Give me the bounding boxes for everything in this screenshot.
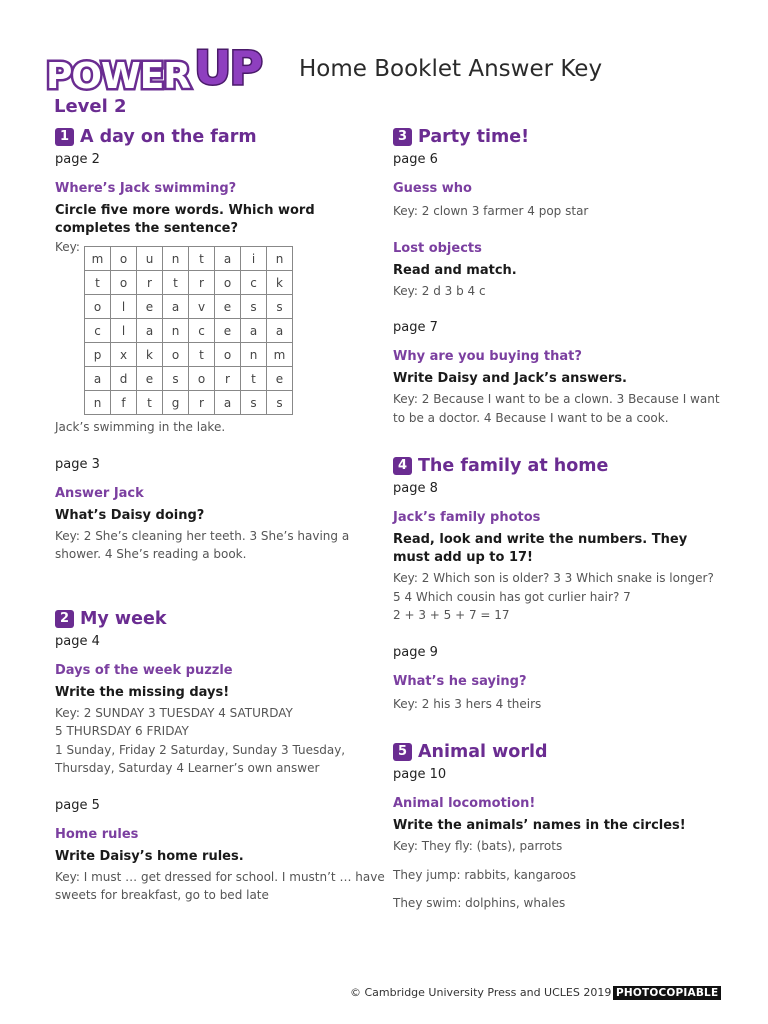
wordsearch-cell: d — [111, 367, 137, 391]
section-title: My week — [80, 608, 167, 629]
wordsearch-cell: o — [111, 247, 137, 271]
answer-key: Key: 2 Because I want to be a clown. 3 Because I want to be a doctor. 4 Because I want to be a cook. — [393, 392, 720, 425]
answer-text: Jack’s swimming in the lake. — [55, 420, 226, 434]
wordsearch-cell: o — [163, 343, 189, 367]
wordsearch-cell: m — [85, 247, 111, 271]
page-label: page 2 — [55, 152, 100, 167]
wordsearch-cell: l — [111, 295, 137, 319]
section-title: The family at home — [418, 456, 609, 476]
wordsearch-cell: t — [163, 271, 189, 295]
svg-text:UP: UP — [194, 41, 262, 95]
wordsearch-cell: n — [163, 247, 189, 271]
activity-instruction: Write the missing days! — [55, 684, 230, 700]
wordsearch-cell: a — [163, 295, 189, 319]
section-5-header — [393, 741, 723, 763]
wordsearch-cell: c — [85, 319, 111, 343]
wordsearch-cell: t — [241, 367, 267, 391]
activity-title: What’s he saying? — [393, 673, 527, 689]
wordsearch-row — [85, 271, 293, 295]
wordsearch-row — [85, 367, 293, 391]
activity-title: Lost objects — [393, 240, 482, 256]
page-title: Home Booklet Answer Key — [299, 56, 603, 82]
wordsearch-cell: n — [241, 343, 267, 367]
activity-instruction: What’s Daisy doing? — [55, 507, 205, 523]
activity-title: Jack’s family photos — [393, 510, 541, 525]
section-title: Animal world — [418, 742, 548, 762]
section-number-badge: 5 — [393, 743, 412, 761]
section-number-badge: 4 — [393, 457, 412, 475]
wordsearch-row — [85, 391, 293, 415]
activity-instruction: Read, look and write the numbers. They must add up to 17! — [393, 532, 688, 565]
section-title: Party time! — [418, 127, 530, 147]
section-3-header — [393, 126, 723, 148]
wordsearch-cell: t — [189, 343, 215, 367]
activity-title: Home rules — [55, 826, 139, 842]
answer-key: Key: 2 clown 3 farmer 4 pop star — [393, 204, 589, 218]
answer-key: Key: 2 his 3 hers 4 theirs — [393, 696, 542, 711]
wordsearch-cell: r — [189, 391, 215, 415]
wordsearch-cell: s — [267, 391, 293, 415]
section-4-header — [393, 455, 723, 477]
copyright-text: © Cambridge University Press and UCLES 2019 — [350, 986, 612, 999]
answer-sum: 2 + 3 + 5 + 7 = 17 — [393, 608, 510, 622]
photocopiable-badge: PHOTOCOPIABLE — [613, 986, 721, 1000]
wordsearch-cell: t — [137, 391, 163, 415]
activity-title: Guess who — [393, 181, 472, 196]
answer-key: 5 THURSDAY 6 FRIDAY — [55, 724, 189, 738]
activity-instruction: Write Daisy and Jack’s answers. — [393, 371, 627, 386]
wordsearch-cell: e — [137, 367, 163, 391]
wordsearch-cell: t — [85, 271, 111, 295]
page-label: page 6 — [393, 152, 438, 167]
section-number-badge: 2 — [55, 610, 74, 628]
wordsearch-cell: a — [137, 319, 163, 343]
wordsearch-row — [85, 319, 293, 343]
wordsearch-cell: u — [137, 247, 163, 271]
wordsearch-cell: s — [267, 295, 293, 319]
svg-text:POWER: POWER — [46, 56, 191, 97]
page-label: page 8 — [393, 481, 438, 496]
wordsearch-row — [85, 343, 293, 367]
activity-instruction: Circle five more words. Which word completes the sentence? — [55, 203, 315, 236]
wordsearch-cell: o — [85, 295, 111, 319]
answer-key: Key: 2 SUNDAY 3 TUESDAY 4 SATURDAY — [55, 705, 293, 720]
left-column — [55, 126, 385, 905]
wordsearch-cell: f — [111, 391, 137, 415]
wordsearch-cell: m — [267, 343, 293, 367]
wordsearch-cell: n — [163, 319, 189, 343]
wordsearch-row — [85, 295, 293, 319]
wordsearch-cell: e — [215, 295, 241, 319]
activity-title: Days of the week puzzle — [55, 662, 233, 678]
wordsearch-cell: a — [267, 319, 293, 343]
wordsearch-cell: r — [189, 271, 215, 295]
page-label: page 5 — [55, 797, 100, 813]
wordsearch-cell: c — [189, 319, 215, 343]
page-label: page 4 — [55, 633, 100, 649]
key-label: Key: — [55, 240, 80, 254]
wordsearch-row — [85, 247, 293, 271]
answer-key: 1 Sunday, Friday 2 Saturday, Sunday 3 Tuesday, Thursday, Saturday 4 Learner’s own answer — [55, 742, 346, 775]
wordsearch-cell: k — [267, 271, 293, 295]
activity-title: Answer Jack — [55, 485, 144, 501]
section-1-header — [55, 126, 385, 148]
wordsearch-cell: e — [215, 319, 241, 343]
wordsearch-cell: e — [267, 367, 293, 391]
wordsearch-cell: p — [85, 343, 111, 367]
wordsearch-cell: a — [215, 391, 241, 415]
activity-title: Why are you buying that? — [393, 349, 582, 364]
answer-key: They jump: rabbits, kangaroos — [393, 867, 577, 882]
section-number-badge: 3 — [393, 128, 412, 146]
wordsearch-cell: s — [163, 367, 189, 391]
answer-key: Key: 2 Which son is older? 3 3 Which snake is longer? 5 4 Which cousin has got curlier hair? 7 — [393, 571, 714, 604]
wordsearch-cell: n — [267, 247, 293, 271]
wordsearch-area — [55, 240, 385, 418]
level-label: Level 2 — [54, 96, 127, 117]
answer-key: Key: 2 d 3 b 4 c — [393, 283, 486, 298]
wordsearch-cell: o — [189, 367, 215, 391]
page-label: page 9 — [393, 644, 438, 660]
wordsearch-cell: t — [189, 247, 215, 271]
activity-title: Where’s Jack swimming? — [55, 181, 237, 196]
wordsearch-cell: n — [85, 391, 111, 415]
wordsearch-cell: s — [241, 391, 267, 415]
wordsearch-cell: s — [241, 295, 267, 319]
activity-title: Animal locomotion! — [393, 796, 536, 811]
activity-instruction: Read and match. — [393, 262, 517, 278]
wordsearch-cell: o — [215, 343, 241, 367]
page-label: page 10 — [393, 767, 447, 782]
section-2-header — [55, 608, 385, 630]
wordsearch-cell: r — [215, 367, 241, 391]
wordsearch-cell: a — [215, 247, 241, 271]
wordsearch-cell: e — [137, 295, 163, 319]
section-title: A day on the farm — [80, 127, 257, 147]
answer-key: Key: They fly: (bats), parrots — [393, 839, 563, 853]
wordsearch-cell: r — [137, 271, 163, 295]
answer-key: Key: I must … get dressed for school. I mustn’t … have sweets for breakfast, go to bed late — [55, 869, 385, 902]
page-label: page 7 — [393, 320, 438, 335]
page-label: page 3 — [55, 456, 100, 472]
wordsearch-cell: i — [241, 247, 267, 271]
wordsearch-cell: o — [111, 271, 137, 295]
wordsearch-cell: a — [85, 367, 111, 391]
wordsearch-cell: l — [111, 319, 137, 343]
wordsearch-cell: g — [163, 391, 189, 415]
activity-instruction: Write Daisy’s home rules. — [55, 848, 244, 864]
answer-key: Key: 2 She’s cleaning her teeth. 3 She’s having a shower. 4 She’s reading a book. — [55, 528, 350, 561]
power-up-logo — [44, 38, 282, 102]
wordsearch-cell: v — [189, 295, 215, 319]
right-column — [393, 126, 723, 913]
section-number-badge: 1 — [55, 128, 74, 146]
answer-key: They swim: dolphins, whales — [393, 896, 566, 910]
wordsearch-cell: o — [215, 271, 241, 295]
wordsearch-cell: x — [111, 343, 137, 367]
wordsearch-grid — [84, 246, 293, 415]
wordsearch-cell: c — [241, 271, 267, 295]
wordsearch-cell: a — [241, 319, 267, 343]
activity-instruction: Write the animals’ names in the circles! — [393, 818, 686, 833]
wordsearch-cell: k — [137, 343, 163, 367]
